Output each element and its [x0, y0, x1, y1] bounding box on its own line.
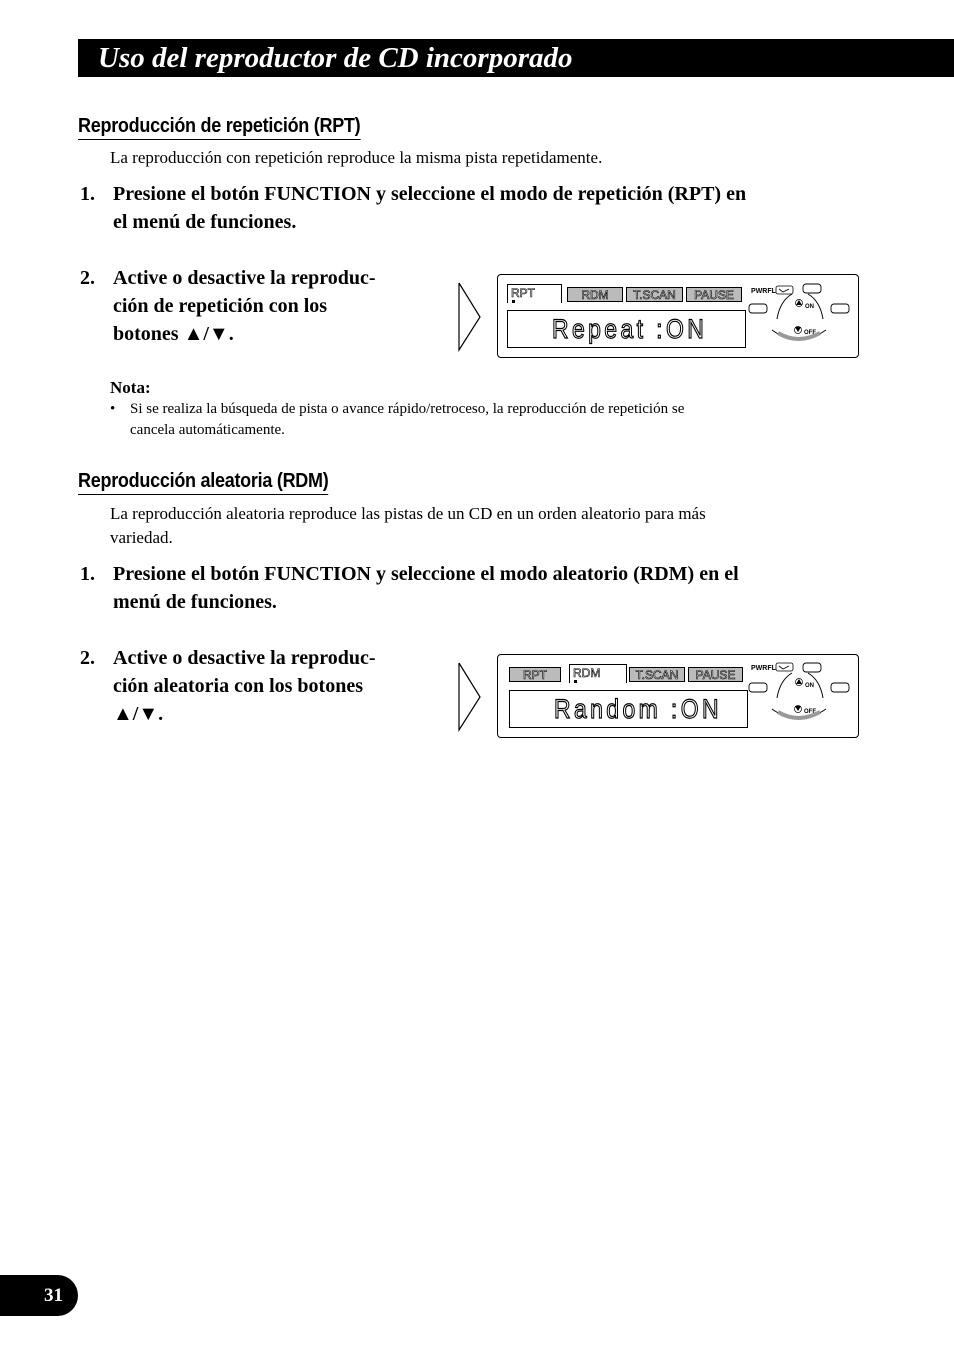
off-label: OFF: [804, 330, 816, 336]
step-text-line: Presione el botón FUNCTION y seleccione el modo de repetición (RPT) en: [113, 183, 747, 205]
lcd-screen-text: Repeat :ON: [552, 314, 708, 344]
on-label: ON: [805, 683, 814, 689]
tab-rdm: RDM: [567, 287, 623, 302]
step-text-line: Presione el botón FUNCTION y seleccione el modo aleatorio (RDM) en el: [113, 563, 739, 585]
tab-rpt: RPT: [509, 667, 561, 682]
pointer-arrow-icon: [458, 282, 482, 352]
step-number: 2.: [80, 267, 95, 289]
step-text-line: Active o desactive la reproduc-: [113, 647, 376, 669]
on-label: ON: [805, 304, 814, 310]
tab-pause: PAUSE: [686, 287, 742, 302]
page-number-tab: [0, 1275, 78, 1316]
tab-rpt: RPT: [507, 284, 562, 303]
intro-line: La reproducción aleatoria reproduce las pistas de un CD en un orden aleatorio para más: [110, 504, 706, 523]
lcd-screen: [507, 310, 746, 348]
step-2-rdm: [80, 644, 430, 730]
step-number: 2.: [80, 647, 95, 669]
bullet: •: [110, 401, 116, 417]
step-number: 1.: [80, 183, 95, 205]
section-intro-rpt: La reproducción con repetición reproduce la misma pista repetidamente.: [110, 148, 603, 167]
pointer-arrow-icon: [458, 662, 482, 732]
pwrfl-label: PWRFL: [751, 288, 776, 295]
step-text-line: ción de repetición con los: [113, 295, 328, 317]
intro-line: variedad.: [110, 528, 173, 547]
tab-rdm: RDM: [569, 664, 627, 683]
section-heading-rdm: Reproducción aleatoria (RDM): [78, 469, 328, 495]
page-number: 31: [44, 1285, 63, 1306]
tab-pause: PAUSE: [688, 667, 743, 682]
tab-tscan: T.SCAN: [629, 667, 685, 682]
chapter-title: Uso del reproductor de CD incorporado: [98, 42, 573, 74]
pwrfl-label: PWRFL: [751, 665, 776, 672]
step-2-rpt: [80, 264, 430, 350]
step-text-line: botones ▲/▼.: [113, 323, 234, 345]
section-intro-rdm: [110, 502, 840, 552]
step-text-line: ▲/▼.: [113, 703, 164, 725]
chapter-banner: [78, 39, 954, 77]
lcd-screen-text: Random :ON: [554, 694, 722, 724]
note-label: Nota:: [110, 378, 151, 397]
lcd-screen: [509, 690, 748, 728]
lcd-display-rdm: [497, 654, 859, 738]
note-text-line: Si se realiza la búsqueda de pista o avance rápido/retroceso, la reproducción de repetición se: [130, 401, 685, 417]
step-number: 1.: [80, 563, 95, 585]
off-label: OFF: [804, 709, 816, 715]
note-text-line: cancela automáticamente.: [130, 422, 285, 438]
lcd-display-rpt: [497, 274, 859, 358]
step-text-line: menú de funciones.: [113, 591, 277, 613]
step-text-line: Active o desactive la reproduc-: [113, 267, 376, 289]
step-text-line: el menú de funciones.: [113, 211, 297, 233]
step-1-rdm: [80, 560, 860, 620]
control-buttons-icon: [748, 655, 858, 739]
section-heading-rpt: Reproducción de repetición (RPT): [78, 114, 360, 140]
step-text-line: ción aleatoria con los botones: [113, 675, 363, 697]
step-1-rpt: [80, 180, 860, 240]
control-buttons-icon: [748, 275, 858, 359]
note-item: [110, 399, 830, 443]
tab-tscan: T.SCAN: [626, 287, 683, 302]
